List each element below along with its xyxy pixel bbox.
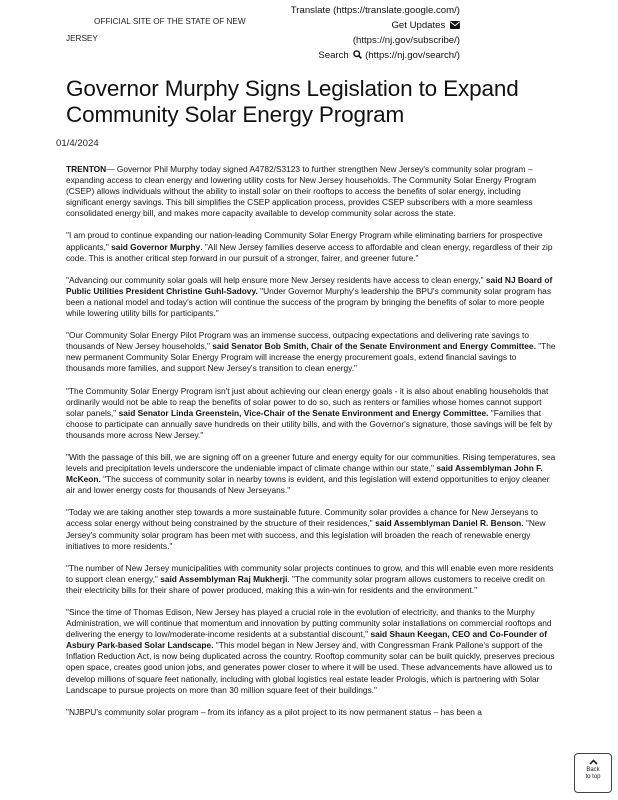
site-label: OFFICIAL SITE OF THE STATE OF NEW JERSEY	[66, 17, 246, 43]
speaker-attribution: said Governor Murphy	[111, 241, 201, 252]
paragraph-text: "The Community Solar Energy Program isn't just about achieving our clean energy goals - it is also about enabling households that ordinarily would not be able to reap the benefits of solar power to do so, such as renters or families whose homes cannot support solar panels,"	[66, 385, 549, 418]
search-icon	[353, 50, 362, 65]
paragraph-text: . "All New Jersey families deserve access to affordable and clean energy, regardless of their zip code. This is another critical step forward in our pursuit of a stronger, fairer, and greener future."	[66, 241, 553, 263]
article-paragraph	[66, 330, 556, 374]
paragraph-text: "Today we are taking another step towards a more sustainable future. Community solar provides a chance for New Jerseyans to access solar energy without being constrained by the structure of their residences,"	[66, 507, 538, 529]
article-body	[66, 164, 556, 729]
chevron-up-icon	[589, 759, 598, 765]
speaker-attribution: said Shaun Keegan, CEO and Co-Founder of Asbury Park-based Solar Landscape.	[66, 629, 548, 651]
back-to-top-button[interactable]	[574, 753, 612, 793]
search-url: (https://nj.gov/search/)	[365, 49, 460, 61]
paragraph-text: "With the passage of this bill, we are signing off on a greener future and energy equity for our communities. Rising temperatures, sea levels and precipitation levels underscore the undeniable impact of climate change within our state,"	[66, 451, 556, 474]
article-paragraph	[66, 452, 556, 496]
paragraph-text: "The success of community solar in nearby towns is evident, and this legislation will extend opportunities to enjoy cleaner air and lower energy costs for thousands of New Jerseyans."	[66, 474, 550, 496]
paragraph-text: "New Jersey's community solar program has been met with success, and this legislation will broaden the reach of renewable energy initiatives to more residents."	[66, 518, 546, 551]
article-paragraph	[66, 507, 556, 551]
speaker-attribution: said Assemblyman Daniel R. Benson.	[375, 518, 524, 529]
paragraph-text: "Our Community Solar Energy Pilot Program was an immense success, outpacing expectations and delivering rate savings to thousands of New Jersey households,"	[66, 330, 530, 352]
paragraph-text: — Governor Phil Murphy today signed A4782/S3123 to further strengthen New Jersey's community solar program – expanding access to clean energy and lowering utility costs for New Jersey households. The Community Solar Energy Program (CSEP) allows individuals without the ability to install solar on their rooftops to access the benefits of solar energy, including significant energy savings. This bill simplifies the CSEP application process, provides CSEP subscribers with a more seamless consolidated energy bill, and makes more capacity available to develop community solar across the state.	[66, 164, 537, 219]
get-updates-link[interactable]	[291, 19, 460, 35]
paragraph-text: "Under Governor Murphy's leadership the BPU's community solar program has been a national model and today's action will continue the success of the program by bringing the benefits of solar to more people while lowering utility bills for participants."	[66, 285, 551, 319]
article-paragraph	[66, 386, 556, 441]
get-updates-label: Get Updates	[391, 19, 446, 31]
article-paragraph	[66, 164, 556, 219]
article-paragraph	[66, 230, 556, 263]
article-paragraph	[66, 607, 556, 696]
search-link[interactable]	[291, 49, 460, 65]
get-updates-url: (https://nj.gov/subscribe/)	[352, 35, 460, 47]
article-paragraph	[66, 707, 556, 718]
back-to-top-label-2: to top	[585, 774, 601, 780]
back-to-top-label-1: Back	[586, 767, 600, 773]
article-paragraph	[66, 563, 556, 596]
speaker-attribution: TRENTON	[66, 164, 107, 174]
paragraph-text: "This model began in New Jersey and, with Congressman Frank Pallone's support of the Inflation Reduction Act, is now being duplicated across the country. Rooftop community solar can be built quickly, preserves precious open space, creates good union jobs, and generates power closer to where it will be used. These advancements have allowed us to develop millions of square feet nationally, including with global logistics real estate leader Prologis, which is partnering with Solar Landscape to pursue projects on more than 30 million square feet of their buildings."	[66, 640, 555, 695]
speaker-attribution: said Assemblyman Raj Mukherji	[160, 573, 288, 584]
paragraph-text: "Since the time of Thomas Edison, New Jersey has played a crucial role in the evolution of electricity, and thanks to the Murphy Administration, we will continue that momentum and innovation by putting community solar installations on commercial rooftops and delivering the energy to low/moderate-income residents at a substantial discount,"	[66, 607, 552, 640]
article-paragraph	[66, 275, 556, 319]
speaker-attribution: said Senator Linda Greenstein, Vice-Chair of the Senate Environment and Energy Committee.	[118, 407, 489, 418]
paragraph-text: . "The community solar program allows customers to receive credit on their electricity bills for their share of power produced, making this a win-win for residents and the environment."	[66, 573, 545, 595]
paragraph-text: "Families that choose to participate can annually save hundreds on their utility bills, and with the Governor's signature, those savings will be felt by thousands more across New Jersey."	[66, 407, 553, 440]
speaker-attribution: said NJ Board of Public Utilities President Christine Guhl-Sadovy.	[66, 274, 553, 296]
search-label: Search	[318, 49, 349, 61]
translate-link[interactable]: Translate (https://translate.google.com/)	[290, 5, 460, 16]
paragraph-text: "I am proud to continue expanding our nation-leading Community Solar Energy Program while eliminating barriers for prospective applicants,"	[66, 230, 543, 252]
paragraph-text: "The new permanent Community Solar Energy Program will increase the energy procurement goals, extend financial savings to thousands more families, and support New Jersey's transition to clean energy."	[66, 341, 556, 374]
publish-date: 01/4/2024	[56, 138, 99, 149]
speaker-attribution: said Assemblyman John F. McKeon.	[66, 463, 543, 485]
page-title: Governor Murphy Signs Legislation to Expand Community Solar Energy Program	[66, 76, 519, 127]
paragraph-text: "The number of New Jersey municipalities with community solar projects continues to grow, and this will enable even more residents to support clean energy,"	[66, 562, 554, 584]
top-links	[291, 4, 460, 64]
paragraph-text: "NJBPU's community solar program – from its infancy as a pilot project to its now permanent status – has been a	[66, 706, 482, 717]
speaker-attribution: said Senator Bob Smith, Chair of the Senate Environment and Energy Committee.	[212, 341, 536, 352]
envelope-icon	[450, 20, 460, 35]
paragraph-text: "Advancing our community solar goals will help ensure more New Jersey residents have access to clean energy,"	[66, 274, 486, 285]
